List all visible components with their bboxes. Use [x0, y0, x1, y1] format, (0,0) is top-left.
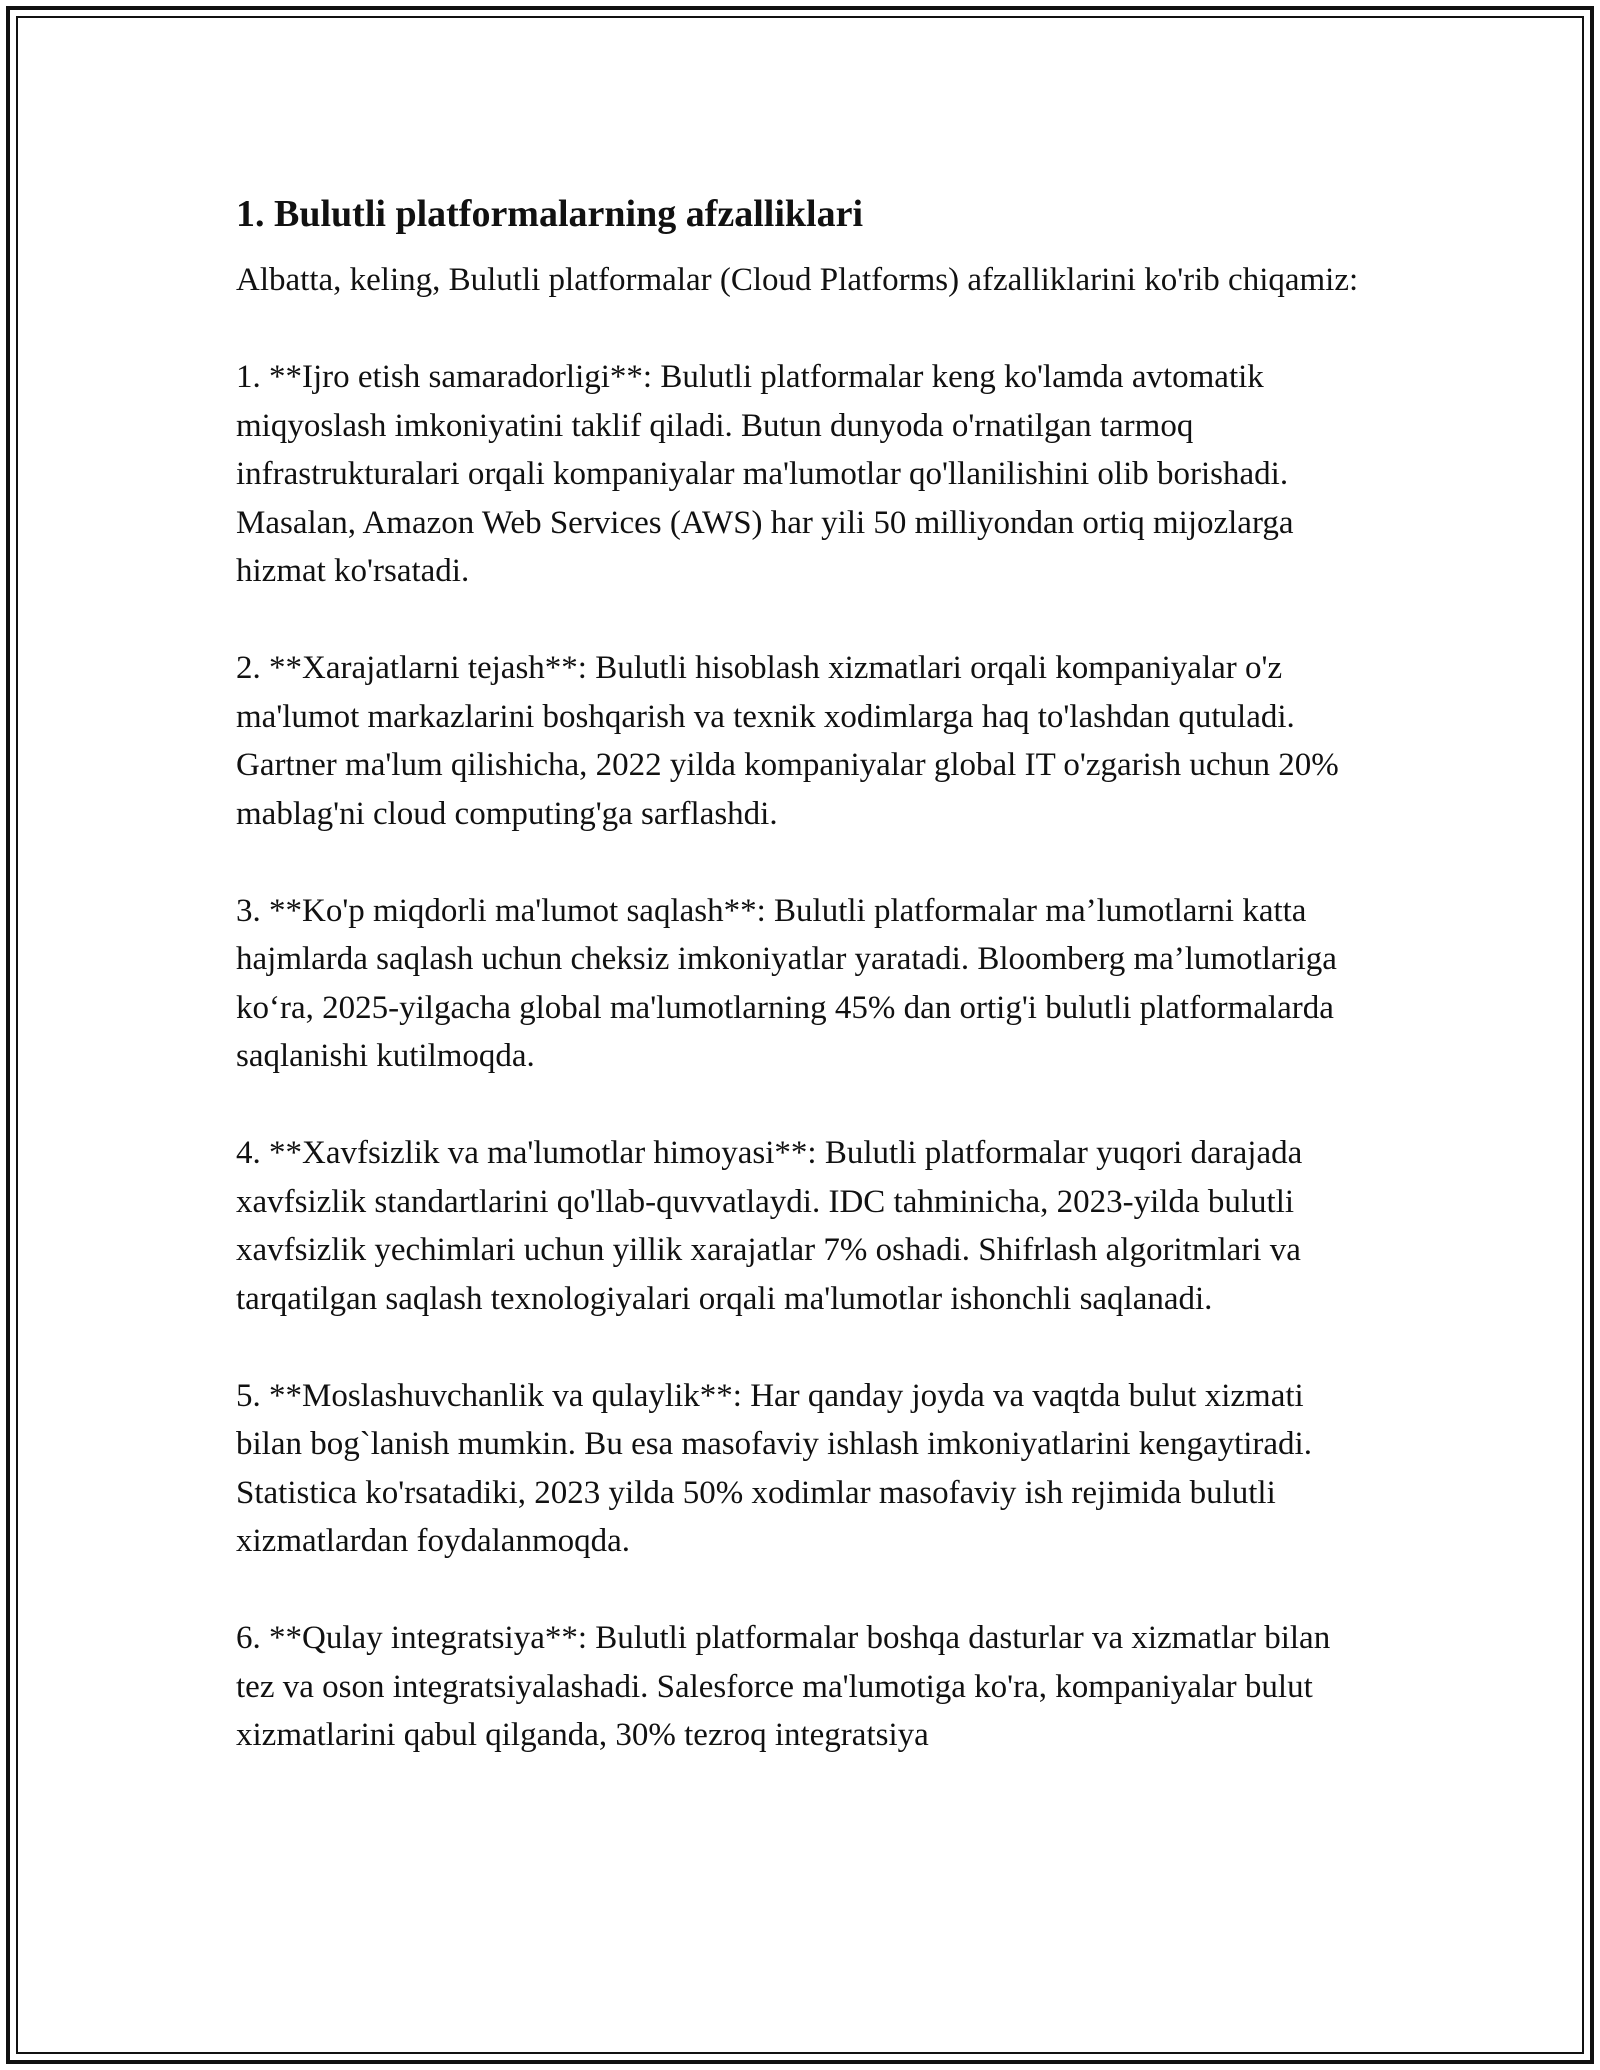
list-item-2: 2. **Xarajatlarni tejash**: Bulutli hisoblash xizmatlari orqali kompaniyalar o'z ma'lumot markazlarini boshqarish va texnik xodimlarga haq to'lashdan qutuladi. Gartner ma'lum qilishicha, 2022 yilda kompaniyalar global IT o'zgarish uchun 20% mablag'ni cloud computing'ga sarflashdi.: [236, 650, 1339, 832]
list-item-6: 6. **Qulay integratsiya**: Bulutli platformalar boshqa dasturlar va xizmatlar bilan tez va oson integratsiyalashadi. Salesforce ma'lumotiga ko'ra, kompaniyalar bulut xizmatlarini qabul qilganda, 30% tezroq integratsiya: [236, 1620, 1331, 1753]
list-item-1: 1. **Ijro etish samaradorligi**: Bulutli platformalar keng ko'lamda avtomatik miqyoslash imkoniyatini taklif qiladi. Butun dunyoda o'rnatilgan tarmoq infrastrukturalari orqali kompaniyalar ma'lumotlar qo'llanilishini olib borishadi. Masalan, Amazon Web Services (AWS) har yili 50 milliyondan ortiq mijozlarga hizmat ko'rsatadi.: [236, 359, 1294, 589]
section-heading: 1. Bulutli platformalarning afzalliklari: [236, 193, 864, 235]
list-item-5: 5. **Moslashuvchanlik va qulaylik**: Har qanday joyda va vaqtda bulut xizmati bilan bog`lanish mumkin. Bu esa masofaviy ishlash imkoniyatlarini kengaytiradi. Statistica ko'rsatadiki, 2023 yilda 50% xodimlar masofaviy ish rejimida bulutli xizmatlardan foydalanmoqda.: [236, 1377, 1312, 1559]
list-item-3: 3. **Ko'p miqdorli ma'lumot saqlash**: Bulutli platformalar ma’lumotlarni katta hajmlarda saqlash uchun cheksiz imkoniyatlar yaratadi. Bloomberg ma’lumotlariga ko‘ra, 2025-yilgacha global ma'lumotlarning 45% dan ortig'i bulutli platformalarda saqlanishi kutilmoqda.: [236, 892, 1337, 1074]
document-body: [236, 188, 1376, 1760]
intro-paragraph: Albatta, keling, Bulutli platformalar (Cloud Platforms) afzalliklarini ko'rib chiqamiz:: [236, 262, 1359, 298]
list-item-4: 4. **Xavfsizlik va ma'lumotlar himoyasi**: Bulutli platformalar yuqori darajada xavfsizlik standartlarini qo'llab-quvvatlaydi. IDC tahminicha, 2023-yilda bulutli xavfsizlik yechimlari uchun yillik xarajatlar 7% oshadi. Shifrlash algoritmlari va tarqatilgan saqlash texnologiyalari orqali ma'lumotlar ishonchli saqlanadi.: [236, 1135, 1303, 1317]
